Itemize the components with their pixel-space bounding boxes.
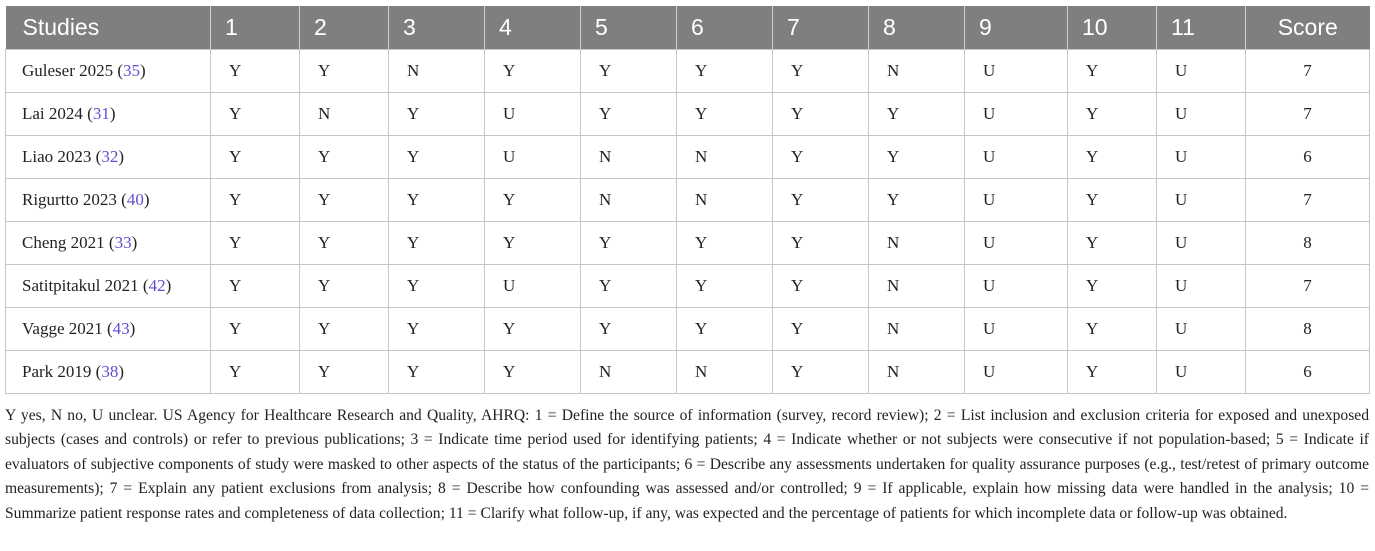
reference-link[interactable]: 31 bbox=[92, 104, 110, 123]
criterion-6-cell: Y bbox=[677, 222, 773, 265]
score-cell: 8 bbox=[1246, 308, 1370, 351]
criterion-7-cell: Y bbox=[773, 308, 869, 351]
criterion-1-cell: Y bbox=[211, 222, 300, 265]
criterion-3-cell: Y bbox=[389, 93, 485, 136]
criterion-5-cell: Y bbox=[581, 222, 677, 265]
criterion-8-cell: N bbox=[869, 222, 965, 265]
header-criterion-5: 5 bbox=[581, 6, 677, 50]
criterion-4-cell: U bbox=[485, 136, 581, 179]
criterion-9-cell: U bbox=[965, 179, 1068, 222]
criterion-7-cell: Y bbox=[773, 93, 869, 136]
criterion-6-cell: Y bbox=[677, 265, 773, 308]
reference-link[interactable]: 38 bbox=[101, 362, 119, 381]
criterion-6-cell: N bbox=[677, 136, 773, 179]
criterion-8-cell: Y bbox=[869, 136, 965, 179]
table-row bbox=[6, 136, 1370, 179]
criterion-1-cell: Y bbox=[211, 265, 300, 308]
criterion-10-cell: Y bbox=[1068, 179, 1157, 222]
criterion-4-cell: Y bbox=[485, 50, 581, 93]
criterion-1-cell: Y bbox=[211, 308, 300, 351]
criterion-7-cell: Y bbox=[773, 351, 869, 394]
table-body bbox=[6, 50, 1370, 394]
table-row bbox=[6, 222, 1370, 265]
table-row bbox=[6, 93, 1370, 136]
criterion-3-cell: Y bbox=[389, 308, 485, 351]
criterion-3-cell: Y bbox=[389, 265, 485, 308]
reference-link[interactable]: 43 bbox=[112, 319, 130, 338]
study-name: Cheng 2021 bbox=[22, 233, 105, 252]
criterion-3-cell: Y bbox=[389, 179, 485, 222]
criterion-4-cell: Y bbox=[485, 308, 581, 351]
table-row bbox=[6, 351, 1370, 394]
study-cell: Lai 2024 (31) bbox=[6, 93, 211, 136]
criterion-1-cell: Y bbox=[211, 136, 300, 179]
criterion-1-cell: Y bbox=[211, 179, 300, 222]
criterion-6-cell: N bbox=[677, 351, 773, 394]
study-cell: Rigurtto 2023 (40) bbox=[6, 179, 211, 222]
reference-link[interactable]: 42 bbox=[148, 276, 166, 295]
header-criterion-3: 3 bbox=[389, 6, 485, 50]
criterion-7-cell: Y bbox=[773, 222, 869, 265]
criterion-3-cell: N bbox=[389, 50, 485, 93]
criterion-4-cell: Y bbox=[485, 179, 581, 222]
criterion-8-cell: N bbox=[869, 351, 965, 394]
score-cell: 7 bbox=[1246, 265, 1370, 308]
criterion-9-cell: U bbox=[965, 93, 1068, 136]
study-cell: Park 2019 (38) bbox=[6, 351, 211, 394]
header-criterion-9: 9 bbox=[965, 6, 1068, 50]
criterion-9-cell: U bbox=[965, 351, 1068, 394]
criterion-9-cell: U bbox=[965, 222, 1068, 265]
criterion-4-cell: Y bbox=[485, 222, 581, 265]
criterion-11-cell: U bbox=[1157, 265, 1246, 308]
reference-link[interactable]: 40 bbox=[126, 190, 144, 209]
table-row bbox=[6, 265, 1370, 308]
criterion-2-cell: Y bbox=[300, 50, 389, 93]
criterion-10-cell: Y bbox=[1068, 222, 1157, 265]
criterion-2-cell: Y bbox=[300, 179, 389, 222]
criterion-2-cell: Y bbox=[300, 222, 389, 265]
study-cell: Guleser 2025 (35) bbox=[6, 50, 211, 93]
criterion-8-cell: N bbox=[869, 308, 965, 351]
criterion-11-cell: U bbox=[1157, 179, 1246, 222]
criterion-10-cell: Y bbox=[1068, 308, 1157, 351]
criterion-7-cell: Y bbox=[773, 265, 869, 308]
criterion-8-cell: Y bbox=[869, 93, 965, 136]
criterion-8-cell: N bbox=[869, 265, 965, 308]
study-name: Liao 2023 bbox=[22, 147, 92, 166]
table-header bbox=[6, 6, 1370, 50]
criterion-1-cell: Y bbox=[211, 50, 300, 93]
criterion-8-cell: N bbox=[869, 50, 965, 93]
score-cell: 7 bbox=[1246, 179, 1370, 222]
study-name: Vagge 2021 bbox=[22, 319, 103, 338]
table-footnote: Y yes, N no, U unclear. US Agency for Healthcare Research and Quality, AHRQ: 1 = Define the source of information (survey, record review); 2 = List inclusion and exclusion criteria for exposed and unexposed subjects (cases and controls) or refer to previous publications; 3 = Indicate time period used for identifying patients; 4 = Indicate whether or not subjects were consecutive if not population-based; 5 = Indicate if evaluators of subjective components of study were masked to other aspects of the status of the participants; 6 = Describe any assessments undertaken for quality assurance purposes (e.g., test/retest of primary outcome measurements); 7 = Explain any patient exclusions from analysis; 8 = Describe how confounding was assessed and/or controlled; 9 = If applicable, explain how missing data were handled in the analysis; 10 = Summarize patient response rates and completeness of data collection; 11 = Clarify what follow-up, if any, was expected and the percentage of patients for which incomplete data or follow-up was obtained. bbox=[5, 407, 1369, 522]
study-cell: Liao 2023 (32) bbox=[6, 136, 211, 179]
header-row bbox=[6, 6, 1370, 50]
criterion-2-cell: Y bbox=[300, 265, 389, 308]
criterion-6-cell: Y bbox=[677, 93, 773, 136]
table-row bbox=[6, 50, 1370, 93]
header-studies: Studies bbox=[6, 6, 211, 50]
reference-link[interactable]: 33 bbox=[114, 233, 132, 252]
criterion-8-cell: Y bbox=[869, 179, 965, 222]
study-name: Rigurtto 2023 bbox=[22, 190, 117, 209]
criterion-9-cell: U bbox=[965, 50, 1068, 93]
criterion-5-cell: Y bbox=[581, 50, 677, 93]
criterion-4-cell: Y bbox=[485, 351, 581, 394]
criterion-4-cell: U bbox=[485, 93, 581, 136]
criterion-3-cell: Y bbox=[389, 222, 485, 265]
study-name: Guleser 2025 bbox=[22, 61, 114, 80]
criterion-10-cell: Y bbox=[1068, 265, 1157, 308]
score-cell: 7 bbox=[1246, 50, 1370, 93]
header-criterion-2: 2 bbox=[300, 6, 389, 50]
criterion-10-cell: Y bbox=[1068, 351, 1157, 394]
criterion-9-cell: U bbox=[965, 136, 1068, 179]
score-cell: 7 bbox=[1246, 93, 1370, 136]
table-row bbox=[6, 179, 1370, 222]
criterion-11-cell: U bbox=[1157, 308, 1246, 351]
score-cell: 6 bbox=[1246, 136, 1370, 179]
header-criterion-11: 11 bbox=[1157, 6, 1246, 50]
criterion-1-cell: Y bbox=[211, 351, 300, 394]
criterion-7-cell: Y bbox=[773, 50, 869, 93]
criterion-5-cell: Y bbox=[581, 93, 677, 136]
criterion-2-cell: N bbox=[300, 93, 389, 136]
criterion-5-cell: N bbox=[581, 136, 677, 179]
criterion-4-cell: U bbox=[485, 265, 581, 308]
criterion-1-cell: Y bbox=[211, 93, 300, 136]
criterion-6-cell: Y bbox=[677, 50, 773, 93]
header-score: Score bbox=[1246, 6, 1370, 50]
criterion-5-cell: Y bbox=[581, 265, 677, 308]
header-criterion-7: 7 bbox=[773, 6, 869, 50]
criterion-11-cell: U bbox=[1157, 351, 1246, 394]
criterion-11-cell: U bbox=[1157, 50, 1246, 93]
criterion-11-cell: U bbox=[1157, 136, 1246, 179]
header-criterion-1: 1 bbox=[211, 6, 300, 50]
criterion-5-cell: N bbox=[581, 179, 677, 222]
criterion-3-cell: Y bbox=[389, 351, 485, 394]
criterion-9-cell: U bbox=[965, 265, 1068, 308]
criterion-9-cell: U bbox=[965, 308, 1068, 351]
criterion-10-cell: Y bbox=[1068, 50, 1157, 93]
header-criterion-6: 6 bbox=[677, 6, 773, 50]
criterion-2-cell: Y bbox=[300, 308, 389, 351]
criterion-7-cell: Y bbox=[773, 136, 869, 179]
criterion-11-cell: U bbox=[1157, 222, 1246, 265]
study-name: Satitpitakul 2021 bbox=[22, 276, 139, 295]
study-cell: Cheng 2021 (33) bbox=[6, 222, 211, 265]
study-name: Lai 2024 bbox=[22, 104, 83, 123]
criterion-6-cell: Y bbox=[677, 308, 773, 351]
score-cell: 8 bbox=[1246, 222, 1370, 265]
quality-table-container bbox=[5, 6, 1369, 394]
criterion-6-cell: N bbox=[677, 179, 773, 222]
criterion-11-cell: U bbox=[1157, 93, 1246, 136]
criterion-2-cell: Y bbox=[300, 351, 389, 394]
criterion-3-cell: Y bbox=[389, 136, 485, 179]
header-criterion-10: 10 bbox=[1068, 6, 1157, 50]
criterion-7-cell: Y bbox=[773, 179, 869, 222]
header-criterion-8: 8 bbox=[869, 6, 965, 50]
header-criterion-4: 4 bbox=[485, 6, 581, 50]
criterion-5-cell: N bbox=[581, 351, 677, 394]
reference-link[interactable]: 32 bbox=[101, 147, 119, 166]
criterion-10-cell: Y bbox=[1068, 93, 1157, 136]
score-cell: 6 bbox=[1246, 351, 1370, 394]
quality-assessment-table bbox=[5, 6, 1370, 394]
criterion-5-cell: Y bbox=[581, 308, 677, 351]
reference-link[interactable]: 35 bbox=[123, 61, 141, 80]
table-row bbox=[6, 308, 1370, 351]
study-name: Park 2019 bbox=[22, 362, 92, 381]
study-cell: Satitpitakul 2021 (42) bbox=[6, 265, 211, 308]
study-cell: Vagge 2021 (43) bbox=[6, 308, 211, 351]
criterion-10-cell: Y bbox=[1068, 136, 1157, 179]
criterion-2-cell: Y bbox=[300, 136, 389, 179]
